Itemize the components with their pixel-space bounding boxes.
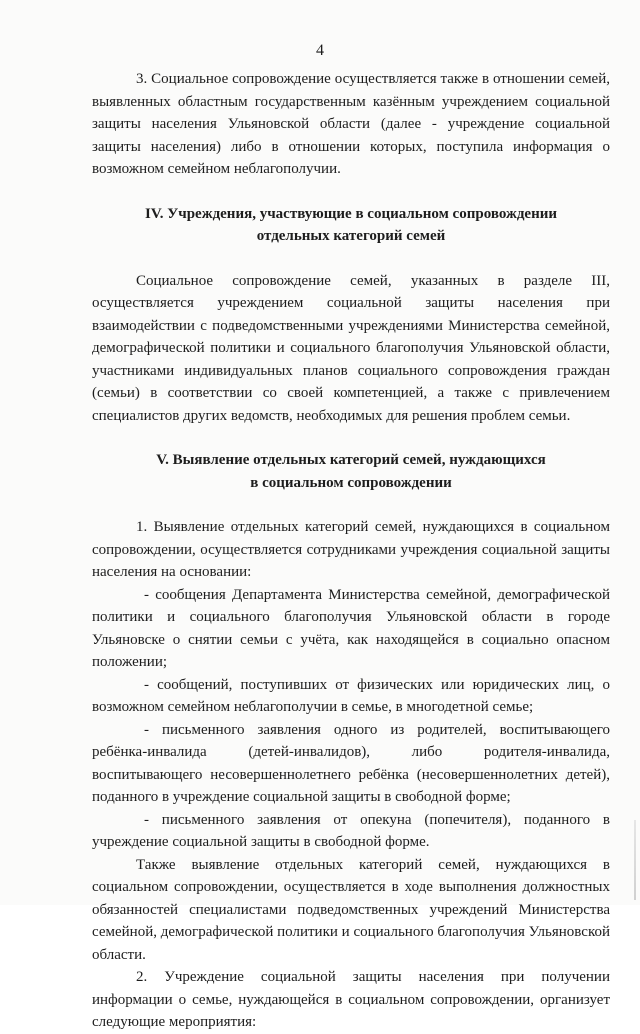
- document-body: [92, 68, 610, 1034]
- section-v-dash-4: - письменного заявления от опекуна (попечителя), поданного в учреждение социальной защиты в свободной форме.: [92, 811, 610, 850]
- section-v-dash-3: - письменного заявления одного из родителей, воспитывающего ребёнка-инвалида (детей-инвалидов), либо родителя-инвалида, воспитывающего несовершеннолетнего ребёнка (несовершеннолетних детей), поданного в учреждение социальной защиты в свободной форме;: [92, 721, 610, 805]
- section-v-heading: [92, 449, 610, 494]
- section-v-title-line2: в социальном сопровождении: [250, 474, 452, 491]
- section-v-also: Также выявление отдельных категорий семей, нуждающихся в социальном сопровождении, осуществляется в ходе выполнения должностных обязанностей специалистами подведомственных учреждений Министерства семейной, демографической политики и социального благополучия Ульяновской области.: [92, 856, 610, 963]
- section-iv-title-line1: IV. Учреждения, участвующие в социальном сопровождении: [144, 205, 558, 222]
- section-v-item-2: 2. Учреждение социальной защиты населения при получении информации о семье, нуждающейся в социальном сопровождении, организует следующие мероприятия:: [92, 969, 610, 1030]
- section-v-dash-1: - сообщения Департамента Министерства семейной, демографической политики и социального благополучия Ульяновской области в городе Ульяновске о снятии семьи с учёта, как находящейся в социально опасном положении;: [92, 586, 610, 670]
- page-number: 4: [316, 42, 324, 59]
- paragraph-3: 3. Социальное сопровождение осуществляется также в отношении семей, выявленных областным государственным казённым учреждением социальной защиты населения Ульяновской области (далее - учреждение социальной защиты населения) либо в отношении которых, поступила информация о возможном семейном неблагополучии.: [92, 71, 610, 177]
- section-v-dash-2: - сообщений, поступивших от физических или юридических лиц, о возможном семейном неблагополучии в семье, в многодетной семье;: [92, 676, 610, 715]
- section-v-title-line1: V. Выявление отдельных категорий семей, нуждающихся: [156, 452, 546, 468]
- scan-artifact: [634, 820, 636, 900]
- section-v-item-1: 1. Выявление отдельных категорий семей, нуждающихся в социальном сопровождении, осуществляется сотрудниками учреждения социальной защиты населения на основании:: [92, 519, 610, 580]
- section-iv-heading: [92, 203, 610, 248]
- section-iv-paragraph: Социальное сопровождение семей, указанных в разделе III, осуществляется учреждением социальной защиты населения при взаимодействии с подведомственными учреждениями Министерства семейной, демографической политики и социального благополучия Ульяновской области, участниками индивидуальных планов социального сопровождения граждан (семьи) в соответствии со своей компетенцией, а также с привлечением специалистов других ведомств, необходимых для решения проблем семьи.: [92, 272, 610, 424]
- section-iv-title-line2: отдельных категорий семей: [256, 228, 446, 244]
